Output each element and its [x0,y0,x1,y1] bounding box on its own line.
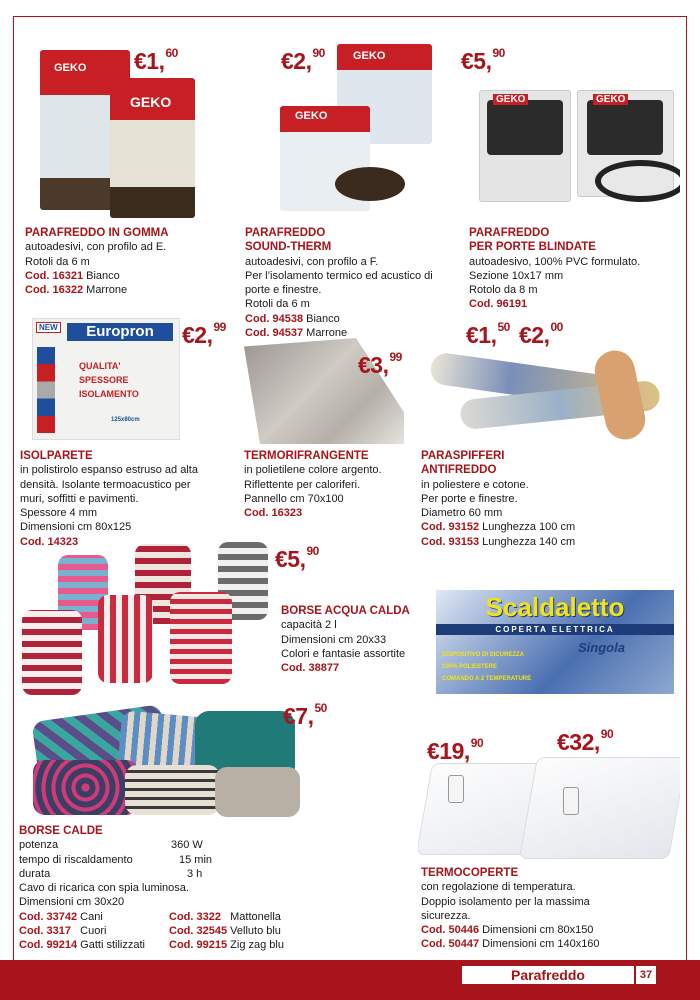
desc-line: Rotoli da 6 m [245,298,310,311]
new-badge: NEW [36,322,61,333]
bullet: DISPOSITIVO DI SICUREZZA [442,652,525,658]
price-tag: €32,90 [557,727,614,755]
brand-label: GEKO [593,94,628,105]
desc-line: Rotolo da 8 m [469,284,538,297]
code-row: Cod. 16323 [244,507,303,520]
brand-label: GEKO [130,94,172,110]
product-description-porte-blindate [469,226,684,312]
desc-line: Riflettente per caloriferi. [244,478,361,491]
code-row: Cod. 50446 Dimensioni cm 80x150 [421,924,594,937]
product-title: BORSE ACQUA CALDA [281,605,410,617]
code-column-right [169,910,319,953]
brand-logo: Europron [67,323,173,341]
brand-label: GEKO [295,110,328,122]
desc-line: Rotoli da 6 m [25,255,90,268]
spec-row: tempo di riscaldamento 15 min [19,853,213,866]
desc-line: Sezione 10x17 mm [469,269,564,282]
product-image-isolparete [32,318,180,440]
desc-line: Dimensioni cm 30x20 [19,896,125,909]
product-description-termorifrangente [244,449,419,520]
desc-line: Pannello cm 70x100 [244,492,344,505]
price-tag: €7,50 [283,701,327,729]
spec-row: potenza 360 W [19,839,203,852]
price-tag: €5,90 [275,544,319,572]
desc-line: autoadesivi, con profilo a F. [245,255,379,268]
product-title: TERMOCOPERTE [421,867,519,879]
product-description-sound-therm [245,226,460,340]
bullet: 100% POLIESTERE [442,664,498,670]
desc-line: capacità 2 l [281,619,337,632]
code-row: Cod. 3322 Mattonella [169,910,281,923]
desc-line: Colori e fantasie assortite [281,647,406,660]
code-row: Cod. 99215 Zig zag blu [169,939,284,952]
price-tag: €1,50 [466,320,510,348]
page-number: 37 [636,966,656,984]
code-row: Cod. 96191 [469,298,528,311]
section-label: Parafreddo [462,966,634,984]
variant-label: Singola [578,640,625,655]
product-title: PARAFREDDO [245,227,326,239]
brand-label: GEKO [54,62,87,74]
code-row: Cod. 93153 Lunghezza 140 cm [421,535,576,548]
code-row: Cod. 16322 Marrone [25,284,128,297]
desc-line: autoadesivo, 100% PVC formulato. [469,255,641,268]
code-row: Cod. 94538 Bianco [245,312,340,325]
code-row: Cod. 38877 [281,662,340,675]
price-tag: €1,60 [134,46,178,74]
desc-line: Spessore 4 mm [20,507,98,520]
product-description-paraspifferi [421,449,671,549]
desc-line: Dimensioni cm 20x33 [281,633,387,646]
desc-line: in polietilene colore argento. [244,464,382,477]
code-row: Cod. 33742 Cani [19,910,103,923]
desc-line: Cavo di ricarica con spia luminosa. [19,882,189,895]
desc-line: autoadesivi, con profilo ad E. [25,241,167,254]
product-description-parafreddo-gomma [25,226,235,297]
subtitle-band: COPERTA ELETTRICA [436,624,674,635]
desc-line: Per l’isolamento termico ed acustico di [245,269,433,282]
brand-label: GEKO [353,50,386,62]
product-description-borse-acqua-calda [281,604,431,675]
size-label: 125x80cm [111,417,140,423]
code-row: Cod. 99214 Gatti stilizzati [19,939,145,952]
product-image-borse-acqua-calda [20,540,270,700]
desc-line: sicurezza. [421,909,471,922]
brand-logo: Scaldaletto [485,592,625,622]
product-image-scaldaletto [436,590,674,694]
code-row: Cod. 93152 Lunghezza 100 cm [421,521,576,534]
product-title: ISOLPARETE [20,450,93,462]
price-tag: €19,90 [427,736,484,764]
code-row: Cod. 32545 Velluto blu [169,925,281,938]
code-table [19,910,319,953]
product-title: TERMORIFRANGENTE [244,450,369,462]
code-column-left [19,910,169,953]
bullet: COMANDO A 2 TEMPERATURE [442,676,532,682]
product-title: ANTIFREDDO [421,464,497,477]
feature-label: QUALITA' [79,361,121,371]
product-description-termocoperte [421,866,681,952]
product-title: PARAFREDDO IN GOMMA [25,227,169,239]
price-tag: €2,90 [281,46,325,74]
code-row: Cod. 50447 Dimensioni cm 140x160 [421,938,600,951]
feature-label: SPESSORE [79,375,129,385]
product-title: PER PORTE BLINDATE [469,241,596,254]
product-image-paraspifferi [420,340,680,445]
desc-line: in polistirolo espanso estruso ad alta [20,464,198,477]
desc-line: con regolazione di temperatura. [421,881,576,894]
desc-line: Diametro 60 mm [421,507,503,520]
product-title: PARAFREDDO [469,227,550,239]
price-tag: €2,99 [182,320,226,348]
price-tag: €3,99 [358,350,402,378]
desc-line: muri, soffitti e pavimenti. [20,492,139,505]
product-title: BORSE CALDE [19,825,103,837]
product-title: SOUND-THERM [245,241,332,254]
code-row: Cod. 16321 Bianco [25,269,120,282]
product-description-isolparete [20,449,240,549]
desc-line: Per porte e finestre. [421,492,518,505]
price-tag: €2,00 [519,320,563,348]
product-description-borse-calde [19,824,319,953]
product-title: PARASPIFFERI [421,450,505,462]
spec-row: durata 3 h [19,867,203,880]
product-image-porte-blindate [465,80,680,210]
feature-label: ISOLAMENTO [79,389,139,399]
desc-line: Doppio isolamento per la massima [421,895,590,908]
brand-label: GEKO [493,94,528,105]
desc-line: Dimensioni cm 80x125 [20,521,132,534]
code-row: Cod. 3317 Cuori [19,925,107,938]
product-image-borse-calde [25,705,305,823]
code-row: Cod. 14323 [20,535,79,548]
code-row: Cod. 94537 Marrone [245,327,348,340]
desc-line: porte e finestre. [245,284,322,297]
desc-line: in poliestere e cotone. [421,478,529,491]
desc-line: densità. Isolante termoacustico per [20,478,191,491]
price-tag: €5,90 [461,46,505,74]
